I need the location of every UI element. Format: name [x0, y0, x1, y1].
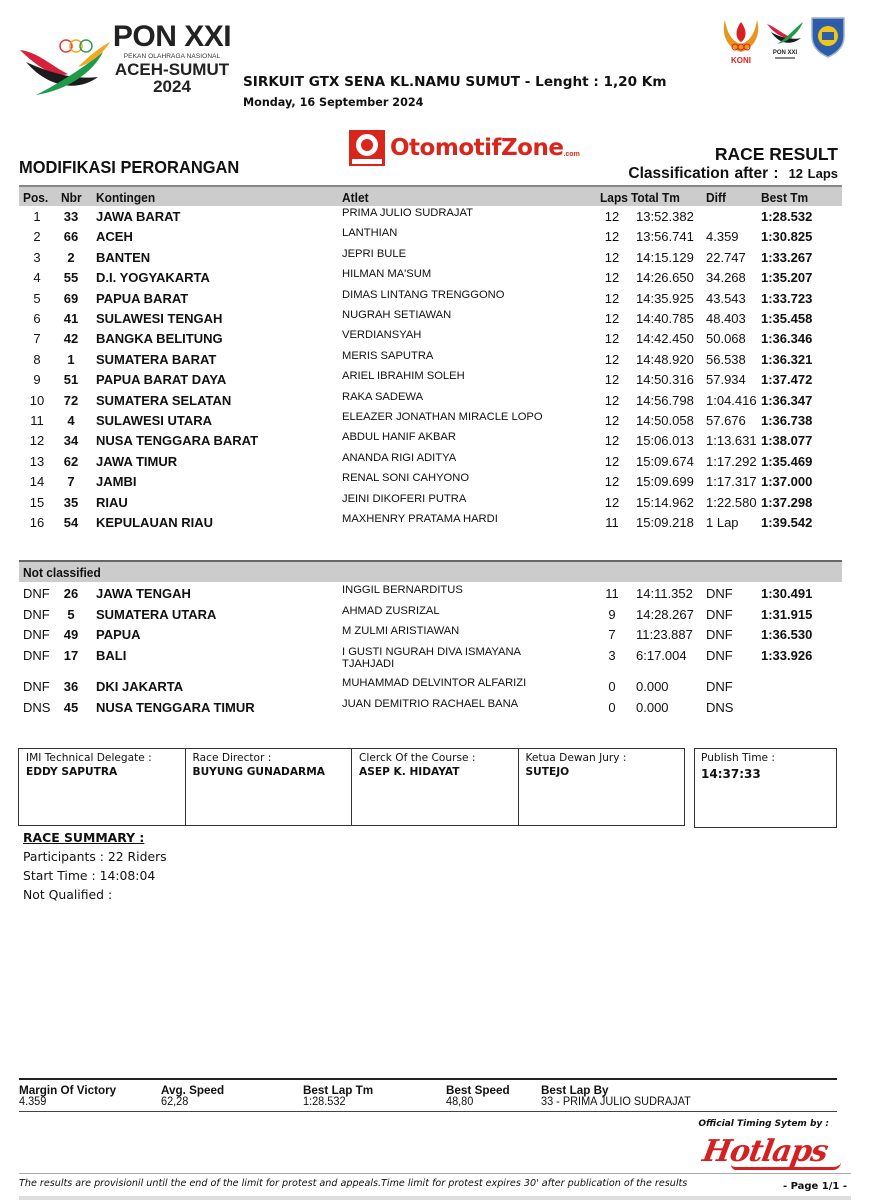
cell-atlet: JUAN DEMITRIO RACHAEL BANA: [342, 697, 519, 710]
cell-total-time: 14:50.316: [636, 372, 694, 388]
stat-label: Best Lap Tm: [303, 1083, 374, 1097]
stat-best-lap-tm: [303, 1083, 377, 1108]
cell-best-time: 1:35.207: [761, 270, 813, 286]
col-total: Total Tm: [631, 190, 680, 205]
table-row: [19, 247, 842, 267]
table-row: [19, 328, 842, 348]
cell-laps: 7: [608, 627, 616, 642]
cell-laps: 12: [604, 249, 620, 265]
officials-box: [18, 748, 685, 826]
cell-atlet: RENAL SONI CAHYONO: [342, 472, 470, 485]
cell-total-time: 15:14.962: [636, 494, 694, 510]
cell-nbr: 62: [63, 453, 79, 469]
cell-total-time: 14:50.058: [636, 413, 694, 428]
cell-diff: 1:17.292: [706, 453, 757, 469]
cell-pos: 9: [33, 372, 41, 388]
table-row: [19, 492, 842, 512]
cell-diff: 43.543: [706, 290, 746, 306]
cell-atlet: HILMAN MA'SUM: [342, 268, 432, 281]
koni-flame-icon: [721, 14, 761, 56]
cell-laps: 0: [608, 699, 616, 715]
cell-nbr: 5: [67, 606, 75, 622]
koni-logo: [721, 14, 761, 64]
imi-shield-icon: [809, 14, 847, 58]
timing-system-label: Official Timing Sytem by :: [698, 1119, 829, 1129]
cell-nbr: 4: [67, 413, 75, 428]
event-date: Monday, 16 September 2024: [243, 96, 424, 109]
event-title: SIRKUIT GTX SENA KL.NAMU SUMUT - Lenght : 1,20 Km: [243, 74, 667, 90]
cell-laps: 0: [608, 679, 616, 694]
cell-atlet: M ZULMI ARISTIAWAN: [342, 625, 460, 637]
sponsor-suffix: .com: [563, 151, 580, 158]
cell-pos: 12: [29, 433, 45, 449]
cell-nbr: 51: [63, 372, 79, 388]
cell-diff: DNF: [706, 679, 733, 694]
sponsor-name: OtomotifZone: [390, 135, 564, 161]
stat-best-lap-by: [541, 1083, 699, 1108]
pon-year: 2024: [153, 77, 191, 96]
cell-best-time: 1:35.469: [761, 453, 813, 469]
cell-nbr: 35: [63, 494, 79, 510]
cell-best-time: 1:33.267: [761, 249, 813, 265]
table-row: [19, 451, 842, 471]
cell-atlet: ANANDA RIGI ADITYA: [342, 451, 457, 464]
cell-pos: 7: [33, 331, 41, 347]
stat-label: Best Lap By: [541, 1083, 609, 1097]
cell-pos: 5: [33, 290, 41, 306]
cell-diff: DNF: [706, 627, 733, 642]
cell-kontingen: SUMATERA SELATAN: [96, 392, 232, 408]
cell-nbr: 69: [63, 290, 79, 306]
cell-laps: 9: [608, 606, 616, 622]
cell-kontingen: BANGKA BELITUNG: [96, 331, 223, 347]
stat-value: 33 - PRIMA JULIO SUDRAJAT: [541, 1096, 691, 1108]
cell-laps: 12: [604, 270, 620, 286]
cell-best-time: 1:37.472: [761, 372, 813, 388]
classification-laps: 12 Laps: [788, 166, 838, 181]
cell-best-time: 1:33.723: [761, 290, 813, 306]
official-label: Ketua Dewan Jury :: [525, 752, 627, 764]
cell-best-time: 1:36.738: [761, 413, 813, 428]
cell-best-time: 1:39.542: [761, 515, 813, 530]
stat-label: Margin Of Victory: [19, 1083, 117, 1097]
koni-label: KONI: [731, 56, 751, 65]
cell-diff: 48.403: [706, 311, 746, 326]
table-row: [19, 624, 842, 644]
cell-total-time: 15:09.674: [636, 453, 694, 469]
cell-laps: 12: [604, 474, 620, 490]
cell-best-time: 1:37.000: [761, 474, 813, 490]
cell-total-time: 15:06.013: [636, 433, 694, 449]
cell-diff: DNF: [706, 586, 733, 601]
pon-region: ACEH-SUMUT: [114, 60, 230, 79]
cell-laps: 12: [604, 453, 620, 469]
cell-pos: 2: [33, 229, 41, 245]
cell-pos: 16: [29, 515, 45, 530]
col-nbr: Nbr: [61, 190, 82, 205]
pon-title: PON XXI: [112, 20, 232, 53]
cell-pos: 1: [33, 209, 41, 224]
table-row: [19, 471, 842, 491]
cell-atlet: ELEAZER JONATHAN MIRACLE LOPO: [342, 411, 543, 423]
cell-pos: 8: [33, 351, 41, 367]
cell-pos: 3: [33, 249, 41, 265]
table-row: [19, 369, 842, 389]
cell-nbr: 34: [63, 433, 79, 449]
stat-label: Best Speed: [446, 1083, 510, 1097]
cell-total-time: 13:52.382: [636, 209, 694, 224]
pon-subtitle: PEKAN OLAHRAGA NASIONAL: [123, 53, 221, 60]
race-result-title: RACE RESULT: [714, 144, 838, 164]
cell-total-time: 11:23.887: [636, 627, 693, 642]
cell-diff: 1:22.580: [706, 494, 757, 510]
cell-pos: DNS: [23, 699, 51, 715]
cell-best-time: 1:37.298: [761, 494, 813, 510]
cell-nbr: 55: [63, 270, 79, 286]
table-row: [19, 267, 842, 287]
stat-value: 48,80: [446, 1096, 474, 1108]
cell-kontingen: JAWA TIMUR: [96, 453, 178, 469]
col-best: Best Tm: [761, 190, 809, 205]
table-row: [19, 583, 842, 603]
partner-logos: [721, 14, 849, 64]
cell-laps: 11: [605, 586, 619, 601]
cell-atlet: MAXHENRY PRATAMA HARDI: [342, 513, 498, 525]
cell-kontingen: KEPULAUAN RIAU: [96, 515, 213, 530]
cell-diff: DNS: [706, 699, 734, 715]
cell-nbr: 7: [67, 474, 75, 490]
cell-atlet: JEPRI BULE: [342, 247, 407, 260]
cell-atlet: ABDUL HANIF AKBAR: [342, 431, 456, 444]
stat-label: Avg. Speed: [161, 1083, 225, 1097]
publish-time-label: Publish Time :: [701, 752, 775, 764]
cell-laps: 12: [604, 229, 620, 245]
stat-best-speed: [446, 1083, 513, 1108]
cell-diff: 1:13.631: [706, 433, 757, 449]
official-name: EDDY SAPUTRA: [26, 766, 118, 778]
cell-laps: 12: [604, 311, 620, 326]
official-label: Clerck Of the Course :: [359, 752, 476, 764]
cell-diff: DNF: [706, 606, 733, 622]
pon-small-emblem-icon: [765, 14, 805, 64]
table-row: [19, 697, 842, 717]
cell-best-time: 1:36.347: [761, 392, 813, 408]
table-row: [19, 430, 842, 450]
cell-best-time: 1:38.077: [761, 433, 813, 449]
cell-nbr: 26: [63, 586, 79, 601]
table-row: [19, 390, 842, 410]
cell-total-time: 13:56.741: [636, 229, 694, 245]
cell-kontingen: BANTEN: [96, 249, 151, 265]
cell-laps: 12: [604, 209, 620, 224]
cell-kontingen: NUSA TENGGARA TIMUR: [96, 699, 255, 715]
cell-total-time: 0.000: [636, 699, 669, 715]
cell-kontingen: JAMBI: [96, 474, 137, 490]
stat-value: 62,28: [161, 1096, 189, 1108]
official-label: Race Director :: [192, 752, 272, 764]
cell-kontingen: ACEH: [96, 229, 133, 245]
cell-best-time: 1:35.458: [761, 311, 813, 326]
table-row: [19, 410, 842, 430]
cell-pos: 4: [33, 270, 41, 286]
cell-atlet: NUGRAH SETIAWAN: [342, 309, 452, 321]
page-number: - Page 1/1 -: [782, 1181, 847, 1192]
table-row: [19, 206, 842, 226]
cell-laps: 12: [604, 392, 620, 408]
cell-nbr: 33: [63, 209, 79, 224]
stat-avg-speed: [161, 1083, 228, 1108]
cell-nbr: 41: [63, 311, 79, 326]
cell-total-time: 14:26.650: [636, 270, 694, 286]
cell-pos: 14: [29, 474, 45, 490]
cell-pos: 10: [29, 392, 45, 408]
cell-kontingen: JAWA BARAT: [96, 209, 181, 224]
cell-laps: 12: [604, 494, 620, 510]
cell-total-time: 0.000: [636, 679, 669, 694]
table-row: [19, 308, 842, 328]
cell-diff: 34.268: [706, 270, 746, 286]
summary-participants: Participants : 22 Riders: [23, 849, 167, 864]
table-row: [19, 676, 842, 696]
stat-value: 4.359: [19, 1096, 47, 1108]
table-row: [19, 349, 842, 369]
cell-atlet: INGGIL BERNARDITUS: [342, 584, 463, 596]
otomotifzone-logo: [349, 130, 589, 166]
cell-nbr: 17: [63, 647, 79, 663]
cell-atlet: LANTHIAN: [342, 227, 398, 240]
cell-nbr: 54: [63, 515, 79, 530]
col-atlet: Atlet: [342, 190, 369, 205]
table-row: [19, 645, 842, 670]
footer-divider: [19, 1173, 851, 1174]
cell-kontingen: SUMATERA UTARA: [96, 606, 217, 622]
cell-total-time: 14:28.267: [636, 606, 694, 622]
cell-diff: 1:17.317: [706, 474, 757, 490]
cell-atlet: JEINI DIKOFERI PUTRA: [342, 492, 467, 505]
cell-nbr: 1: [67, 351, 75, 367]
not-classified-header: [19, 560, 842, 582]
cell-kontingen: BALI: [96, 647, 127, 663]
cell-diff: 50.068: [706, 331, 746, 347]
cell-atlet: AHMAD ZUSRIZAL: [342, 604, 440, 617]
stat-value: 1:28.532: [303, 1096, 346, 1108]
cell-nbr: 42: [63, 331, 79, 347]
cell-best-time: 1:30.825: [761, 229, 813, 245]
cell-pos: DNF: [23, 606, 50, 622]
cell-kontingen: PAPUA: [96, 627, 141, 642]
official-name: BUYUNG GUNADARMA: [192, 766, 325, 778]
otomotifzone-o-icon: [349, 130, 385, 166]
pon-emblem-icon: [18, 22, 113, 102]
table-row: [19, 288, 842, 308]
hotlaps-swoosh-icon: [731, 1162, 841, 1170]
cell-atlet: RAKA SADEWA: [342, 390, 424, 403]
cell-best-time: 1:36.530: [761, 627, 813, 642]
cell-kontingen: SUMATERA BARAT: [96, 351, 217, 367]
cell-laps: 12: [604, 433, 620, 449]
cell-kontingen: RIAU: [96, 494, 128, 510]
cell-laps: 12: [604, 290, 620, 306]
cell-nbr: 72: [63, 392, 79, 408]
cell-pos: 11: [30, 413, 44, 428]
official-jury-chief: [519, 749, 685, 825]
class-name: MODIFIKASI PERORANGAN: [19, 157, 240, 177]
cell-total-time: 14:15.129: [636, 249, 694, 265]
cell-atlet: MERIS SAPUTRA: [342, 349, 434, 362]
pon-xxi-small-logo: [765, 14, 805, 64]
cell-laps: 12: [604, 413, 620, 428]
cell-nbr: 66: [63, 229, 79, 245]
cell-best-time: 1:30.491: [761, 586, 813, 601]
cell-diff: 4.359: [706, 229, 739, 245]
official-label: IMI Technical Delegate :: [26, 752, 152, 764]
race-summary-title: RACE SUMMARY :: [23, 830, 145, 845]
cell-kontingen: SULAWESI UTARA: [96, 413, 213, 428]
cell-total-time: 14:42.450: [636, 331, 694, 347]
summary-not-qualified: Not Qualified :: [23, 887, 113, 902]
stats-divider-bottom: [19, 1111, 837, 1112]
cell-total-time: 14:48.920: [636, 351, 694, 367]
cell-total-time: 14:56.798: [636, 392, 694, 408]
cell-best-time: 1:28.532: [761, 209, 813, 224]
cell-total-time: 14:35.925: [636, 290, 694, 306]
cell-kontingen: D.I. YOGYAKARTA: [96, 270, 210, 286]
cell-total-time: 15:09.699: [636, 474, 694, 490]
cell-pos: 13: [29, 453, 45, 469]
cell-laps: 12: [604, 351, 620, 367]
cell-nbr: 45: [63, 699, 79, 715]
official-race-director: [186, 749, 353, 825]
col-diff: Diff: [706, 190, 726, 205]
cell-total-time: 14:11.352: [636, 586, 693, 601]
hotlaps-logo: Hotlaps: [699, 1134, 831, 1169]
cell-diff: 57.934: [706, 372, 746, 388]
results-table-header: [19, 185, 842, 206]
cell-best-time: 1:33.926: [761, 647, 813, 663]
cell-pos: 15: [29, 494, 45, 510]
cell-kontingen: NUSA TENGGARA BARAT: [96, 433, 259, 449]
stats-divider-top: [19, 1078, 837, 1080]
not-classified-label: Not classified: [23, 565, 101, 580]
cell-diff: 1:04.416: [706, 392, 757, 408]
cell-nbr: 36: [63, 679, 79, 694]
classification-label: Classification after :: [628, 165, 779, 182]
cell-kontingen: DKI JAKARTA: [96, 679, 184, 694]
cell-best-time: 1:36.346: [761, 331, 813, 347]
cell-atlet: VERDIANSYAH: [342, 329, 422, 342]
race-summary: [23, 828, 167, 904]
cell-diff: 56.538: [706, 351, 746, 367]
cell-diff: 57.676: [706, 413, 746, 428]
cell-total-time: 15:09.218: [636, 515, 694, 530]
cell-nbr: 49: [63, 627, 79, 642]
col-pos: Pos.: [23, 190, 49, 205]
cell-kontingen: SULAWESI TENGAH: [96, 311, 223, 326]
cell-atlet: DIMAS LINTANG TRENGGONO: [342, 288, 505, 301]
cell-pos: DNF: [23, 679, 50, 694]
cell-best-time: 1:31.915: [761, 606, 813, 622]
cell-diff: 22.747: [706, 249, 746, 265]
cell-atlet: MUHAMMAD DELVINTOR ALFARIZI: [342, 677, 527, 689]
cell-laps: 12: [604, 331, 620, 347]
cell-pos: DNF: [23, 647, 50, 663]
publish-time-box: [694, 748, 837, 828]
cell-nbr: 2: [67, 249, 75, 265]
col-laps: Laps: [600, 190, 628, 205]
cell-kontingen: JAWA TENGAH: [96, 586, 191, 601]
footer-bar: [19, 1196, 851, 1200]
cell-pos: DNF: [23, 627, 50, 642]
disclaimer-text: The results are provisionil until the end of the limit for protest and appeals.Time limit for protest expires 30' after publication of the results: [19, 1178, 688, 1189]
official-name: ASEP K. HIDAYAT: [359, 766, 460, 778]
cell-best-time: 1:36.321: [761, 351, 813, 367]
cell-laps: 3: [608, 647, 616, 663]
official-imi-delegate: [19, 749, 186, 825]
cell-pos: 6: [33, 311, 41, 326]
publish-time-value: 14:37:33: [701, 767, 761, 781]
summary-start-time: Start Time : 14:08:04: [23, 868, 156, 883]
classification-after: [628, 165, 838, 183]
stat-margin-of-victory: [19, 1083, 121, 1108]
cell-atlet: PRIMA JULIO SUDRAJAT: [342, 207, 473, 219]
cell-laps: 12: [604, 372, 620, 388]
cell-laps: 11: [605, 515, 619, 530]
table-row: [19, 604, 842, 624]
table-row: [19, 512, 842, 532]
col-kontingen: Kontingen: [96, 190, 156, 205]
official-clerk-of-course: [352, 749, 519, 825]
svg-text:PON XXI: PON XXI: [772, 50, 798, 56]
table-row: [19, 226, 842, 246]
pon-logo-text: [112, 22, 232, 95]
official-name: SUTEJO: [525, 766, 570, 778]
cell-total-time: 6:17.004: [636, 647, 687, 663]
cell-kontingen: PAPUA BARAT DAYA: [96, 372, 227, 388]
cell-pos: DNF: [23, 586, 50, 601]
cell-atlet: I GUSTI NGURAH DIVA ISMAYANA TJAHJADI: [342, 645, 521, 670]
cell-kontingen: PAPUA BARAT: [96, 290, 189, 306]
cell-atlet: ARIEL IBRAHIM SOLEH: [342, 370, 465, 383]
imi-shield-logo: [809, 14, 849, 64]
cell-total-time: 14:40.785: [636, 311, 694, 326]
cell-diff: DNF: [706, 647, 733, 663]
cell-diff: 1 Lap: [706, 515, 739, 530]
